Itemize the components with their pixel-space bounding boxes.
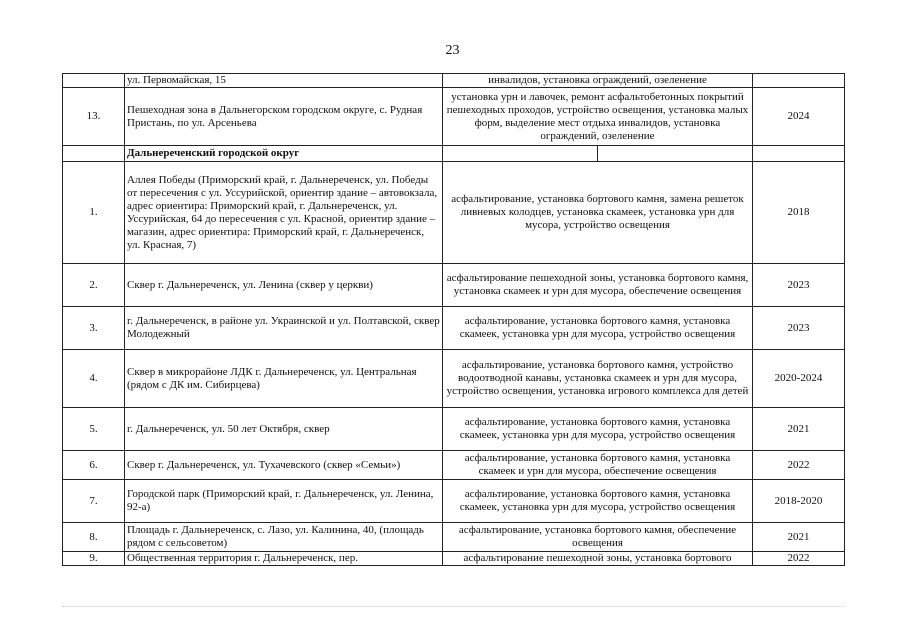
table-row: [63, 451, 845, 480]
table-row: [63, 88, 845, 146]
page-number: 23: [445, 43, 460, 58]
territory-location: Аллея Победы (Приморский край, г. Дальнереченск, ул. Победы от пересечения с ул. Уссурийской, ориентир здание – автовокзала, адрес ориентира: Приморский край, г. Дальнереченск, ул. Уссурийская, 64 до пересечения с ул. Красной, ориентир здание – магазин, адрес ориентира: Приморский край, г. Дальнереченск, ул. Красная, 7): [125, 162, 443, 264]
implementation-year: 2022: [753, 552, 845, 566]
planned-works: [443, 146, 753, 162]
implementation-year: 2021: [753, 408, 845, 451]
planned-works: асфальтирование, установка бортового камня, установка скамеек и урн для мусора, обеспечение освещения: [443, 451, 753, 480]
territory-location: Сквер г. Дальнереченск, ул. Тухачевского (сквер «Семьи»): [125, 451, 443, 480]
table-row: [63, 523, 845, 552]
page-bottom-margin: [62, 606, 844, 609]
implementation-year: 2024: [753, 88, 845, 146]
row-number: 2.: [63, 264, 125, 307]
section-heading: Дальнереченский городской округ: [125, 146, 443, 162]
implementation-year: 2018-2020: [753, 480, 845, 523]
planned-works: инвалидов, установка ограждений, озеленение: [443, 74, 753, 88]
table-row: [63, 74, 845, 88]
row-number: 3.: [63, 307, 125, 350]
planned-works: асфальтирование, установка бортового камня, установка скамеек, установка урн для мусора, устройство освещения: [443, 480, 753, 523]
implementation-year: 2023: [753, 264, 845, 307]
implementation-year: [753, 74, 845, 88]
table-row: [63, 264, 845, 307]
planned-works: асфальтирование, установка бортового камня, устройство водоотводной канавы, установка скамеек и урн для мусора, устройство освещения, установка игрового комплекса для детей: [443, 350, 753, 408]
territory-location: ул. Первомайская, 15: [125, 74, 443, 88]
implementation-year: 2020-2024: [753, 350, 845, 408]
row-number: 7.: [63, 480, 125, 523]
planned-works: асфальтирование пешеходной зоны, установка бортового: [443, 552, 753, 566]
row-number: 9.: [63, 552, 125, 566]
planned-works: асфальтирование, установка бортового камня, установка скамеек, установка урн для мусора, устройство освещения: [443, 408, 753, 451]
territory-location: Пешеходная зона в Дальнегорском городском округе, с. Рудная Пристань, по ул. Арсеньева: [125, 88, 443, 146]
territories-table: [62, 73, 845, 566]
planned-works: асфальтирование, установка бортового камня, замена решеток ливневых колодцев, установка скамеек, установка урн для мусора, устройство освещения: [443, 162, 753, 264]
implementation-year: 2022: [753, 451, 845, 480]
row-number: 13.: [63, 88, 125, 146]
row-number: [63, 74, 125, 88]
table-row: [63, 162, 845, 264]
table-row: [63, 307, 845, 350]
territory-location: Общественная территория г. Дальнереченск, пер.: [125, 552, 443, 566]
territory-location: Площадь г. Дальнереченск, с. Лазо, ул. Калинина, 40, (площадь рядом с сельсоветом): [125, 523, 443, 552]
territory-location: Сквер в микрорайоне ЛДК г. Дальнереченск, ул. Центральная (рядом с ДК им. Сибирцева): [125, 350, 443, 408]
section-heading-row: [63, 146, 845, 162]
table-row: [63, 350, 845, 408]
empty-cell: [443, 146, 598, 161]
planned-works: асфальтирование, установка бортового камня, установка скамеек, установка урн для мусора, устройство освещения: [443, 307, 753, 350]
territory-location: г. Дальнереченск, ул. 50 лет Октября, сквер: [125, 408, 443, 451]
table-row: [63, 408, 845, 451]
implementation-year: [753, 146, 845, 162]
territory-location: г. Дальнереченск, в районе ул. Украинской и ул. Полтавской, сквер Молодежный: [125, 307, 443, 350]
planned-works: асфальтирование, установка бортового камня, обеспечение освещения: [443, 523, 753, 552]
row-number: 4.: [63, 350, 125, 408]
table-row: [63, 552, 845, 566]
empty-cell: [598, 146, 752, 161]
table-row: [63, 480, 845, 523]
implementation-year: 2021: [753, 523, 845, 552]
row-number: 5.: [63, 408, 125, 451]
row-number: 1.: [63, 162, 125, 264]
row-number: 8.: [63, 523, 125, 552]
implementation-year: 2018: [753, 162, 845, 264]
planned-works: установка урн и лавочек, ремонт асфальтобетонных покрытий пешеходных проходов, устройство освещения, установка малых форм, выделение мест отдыха инвалидов, установка ограждений, озеленение: [443, 88, 753, 146]
territory-location: Сквер г. Дальнереченск, ул. Ленина (сквер у церкви): [125, 264, 443, 307]
implementation-year: 2023: [753, 307, 845, 350]
territory-location: Городской парк (Приморский край, г. Дальнереченск, ул. Ленина, 92-а): [125, 480, 443, 523]
planned-works: асфальтирование пешеходной зоны, установка бортового камня, установка скамеек и урн для мусора, обеспечение освещения: [443, 264, 753, 307]
row-number: 6.: [63, 451, 125, 480]
row-number: [63, 146, 125, 162]
